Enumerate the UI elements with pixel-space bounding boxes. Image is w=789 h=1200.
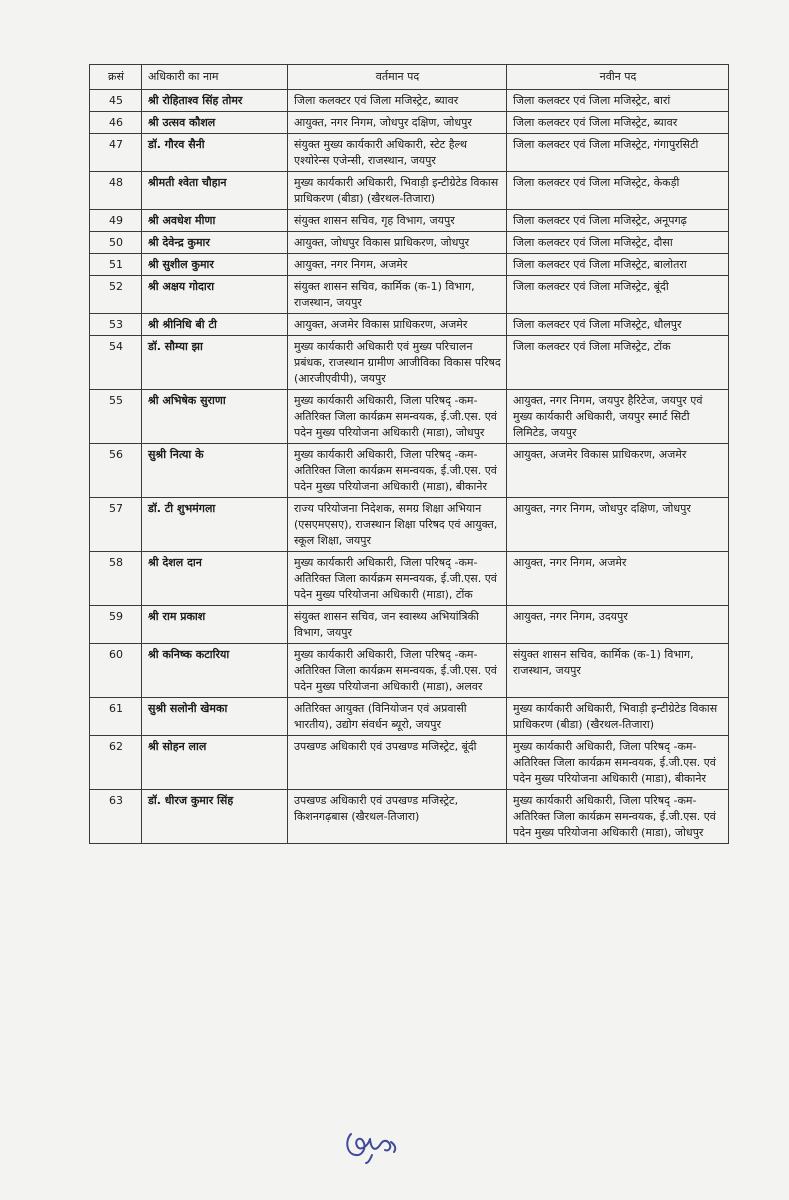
current-post-cell: संयुक्त मुख्य कार्यकारी अधिकारी, स्टेट हैल्थ एश्योरेन्स एजेन्सी, राजस्थान, जयपुर: [288, 134, 507, 172]
serial-cell: 46: [90, 112, 142, 134]
officer-name-cell: श्री अवधेश मीणा: [142, 210, 288, 232]
officer-name-cell: श्री देवेन्द्र कुमार: [142, 232, 288, 254]
officer-name-cell: सुश्री सलोनी खेमका: [142, 698, 288, 736]
new-post-cell: आयुक्त, नगर निगम, जोधपुर दक्षिण, जोधपुर: [507, 498, 729, 552]
serial-cell: 53: [90, 314, 142, 336]
current-post-cell: अतिरिक्त आयुक्त (विनियोजन एवं अप्रवासी भारतीय), उद्योग संवर्धन ब्यूरो, जयपुर: [288, 698, 507, 736]
new-post-cell: आयुक्त, नगर निगम, उदयपुर: [507, 606, 729, 644]
officer-name-cell: सुश्री नित्या के: [142, 444, 288, 498]
current-post-cell: आयुक्त, अजमेर विकास प्राधिकरण, अजमेर: [288, 314, 507, 336]
table-row: [90, 498, 729, 552]
new-post-cell: जिला कलक्टर एवं जिला मजिस्ट्रेट, धौलपुर: [507, 314, 729, 336]
officer-name-cell: श्री रोहिताश्व सिंह तोमर: [142, 90, 288, 112]
current-post-cell: उपखण्ड अधिकारी एवं उपखण्ड मजिस्ट्रेट, किशनगढ़बास (खैरथल-तिजारा): [288, 790, 507, 844]
current-post-cell: आयुक्त, जोधपुर विकास प्राधिकरण, जोधपुर: [288, 232, 507, 254]
new-post-cell: आयुक्त, नगर निगम, जयपुर हैरिटेज, जयपुर एवं मुख्य कार्यकारी अधिकारी, जयपुर स्मार्ट सिटी लिमिटेड, जयपुर: [507, 390, 729, 444]
current-post-cell: आयुक्त, नगर निगम, अजमेर: [288, 254, 507, 276]
serial-cell: 54: [90, 336, 142, 390]
table-row: [90, 112, 729, 134]
serial-cell: 56: [90, 444, 142, 498]
current-post-cell: आयुक्त, नगर निगम, जोधपुर दक्षिण, जोधपुर: [288, 112, 507, 134]
table-row: [90, 172, 729, 210]
current-post-cell: मुख्य कार्यकारी अधिकारी, जिला परिषद् -कम- अतिरिक्त जिला कार्यक्रम समन्वयक, ई.जी.एस. एवं पदेन मुख्य परियोजना अधिकारी (माडा), टोंक: [288, 552, 507, 606]
current-post-cell: मुख्य कार्यकारी अधिकारी, जिला परिषद् -कम- अतिरिक्त जिला कार्यक्रम समन्वयक, ई.जी.एस. एवं पदेन मुख्य परियोजना अधिकारी (माडा), अलवर: [288, 644, 507, 698]
new-post-cell: मुख्य कार्यकारी अधिकारी, जिला परिषद् -कम- अतिरिक्त जिला कार्यक्रम समन्वयक, ई.जी.एस. एवं पदेन मुख्य परियोजना अधिकारी (माडा), जोधपुर: [507, 790, 729, 844]
officer-name-cell: डॉ. धीरज कुमार सिंह: [142, 790, 288, 844]
officer-name-cell: श्री कनिष्क कटारिया: [142, 644, 288, 698]
officer-name-cell: श्री अभिषेक सुराणा: [142, 390, 288, 444]
header-officer-name: अधिकारी का नाम: [142, 65, 288, 90]
current-post-cell: उपखण्ड अधिकारी एवं उपखण्ड मजिस्ट्रेट, बूंदी: [288, 736, 507, 790]
officer-name-cell: श्री राम प्रकाश: [142, 606, 288, 644]
table-row: [90, 232, 729, 254]
serial-cell: 45: [90, 90, 142, 112]
new-post-cell: जिला कलक्टर एवं जिला मजिस्ट्रेट, अनूपगढ़: [507, 210, 729, 232]
new-post-cell: जिला कलक्टर एवं जिला मजिस्ट्रेट, टोंक: [507, 336, 729, 390]
officer-name-cell: डॉ. टी शुभमंगला: [142, 498, 288, 552]
table-row: [90, 444, 729, 498]
new-post-cell: संयुक्त शासन सचिव, कार्मिक (क-1) विभाग, राजस्थान, जयपुर: [507, 644, 729, 698]
current-post-cell: मुख्य कार्यकारी अधिकारी, जिला परिषद् -कम- अतिरिक्त जिला कार्यक्रम समन्वयक, ई.जी.एस. एवं पदेन मुख्य परियोजना अधिकारी (माडा), जोधपुर: [288, 390, 507, 444]
new-post-cell: जिला कलक्टर एवं जिला मजिस्ट्रेट, गंगापुरसिटी: [507, 134, 729, 172]
current-post-cell: संयुक्त शासन सचिव, कार्मिक (क-1) विभाग, राजस्थान, जयपुर: [288, 276, 507, 314]
table-row: [90, 336, 729, 390]
table-row: [90, 90, 729, 112]
table-row: [90, 390, 729, 444]
header-new-post: नवीन पद: [507, 65, 729, 90]
header-current-post: वर्तमान पद: [288, 65, 507, 90]
serial-cell: 57: [90, 498, 142, 552]
current-post-cell: संयुक्त शासन सचिव, जन स्वास्थ्य अभियांत्रिकी विभाग, जयपुर: [288, 606, 507, 644]
serial-cell: 62: [90, 736, 142, 790]
serial-cell: 63: [90, 790, 142, 844]
table-row: [90, 210, 729, 232]
new-post-cell: जिला कलक्टर एवं जिला मजिस्ट्रेट, दौसा: [507, 232, 729, 254]
new-post-cell: आयुक्त, नगर निगम, अजमेर: [507, 552, 729, 606]
officer-name-cell: श्री सोहन लाल: [142, 736, 288, 790]
serial-cell: 52: [90, 276, 142, 314]
current-post-cell: संयुक्त शासन सचिव, गृह विभाग, जयपुर: [288, 210, 507, 232]
serial-cell: 51: [90, 254, 142, 276]
table-row: [90, 790, 729, 844]
serial-cell: 49: [90, 210, 142, 232]
new-post-cell: जिला कलक्टर एवं जिला मजिस्ट्रेट, ब्यावर: [507, 112, 729, 134]
current-post-cell: राज्य परियोजना निदेशक, समग्र शिक्षा अभियान (एसएमएसए), राजस्थान शिक्षा परिषद एवं आयुक्त, स्कूल शिक्षा, जयपुर: [288, 498, 507, 552]
serial-cell: 47: [90, 134, 142, 172]
new-post-cell: मुख्य कार्यकारी अधिकारी, जिला परिषद् -कम- अतिरिक्त जिला कार्यक्रम समन्वयक, ई.जी.एस. एवं पदेन मुख्य परियोजना अधिकारी (माडा), बीकानेर: [507, 736, 729, 790]
table-row: [90, 606, 729, 644]
handwritten-signature: [342, 1122, 402, 1166]
new-post-cell: मुख्य कार्यकारी अधिकारी, भिवाड़ी इन्टीग्रेटेड विकास प्राधिकरण (बीडा) (खैरथल-तिजारा): [507, 698, 729, 736]
table-header-row: [90, 65, 729, 90]
serial-cell: 50: [90, 232, 142, 254]
signature-stroke: [347, 1134, 395, 1163]
header-serial: क्रसं: [90, 65, 142, 90]
serial-cell: 58: [90, 552, 142, 606]
table-row: [90, 314, 729, 336]
officer-name-cell: श्री अक्षय गोदारा: [142, 276, 288, 314]
serial-cell: 55: [90, 390, 142, 444]
new-post-cell: जिला कलक्टर एवं जिला मजिस्ट्रेट, बालोतरा: [507, 254, 729, 276]
table-row: [90, 552, 729, 606]
officer-name-cell: डॉ. गौरव सैनी: [142, 134, 288, 172]
serial-cell: 61: [90, 698, 142, 736]
serial-cell: 59: [90, 606, 142, 644]
officer-name-cell: श्री सुशील कुमार: [142, 254, 288, 276]
table-row: [90, 276, 729, 314]
new-post-cell: जिला कलक्टर एवं जिला मजिस्ट्रेट, केकड़ी: [507, 172, 729, 210]
current-post-cell: मुख्य कार्यकारी अधिकारी एवं मुख्य परिचालन प्रबंधक, राजस्थान ग्रामीण आजीविका विकास परिषद (आरजीएवीपी), जयपुर: [288, 336, 507, 390]
transfer-table: [89, 64, 729, 844]
table-row: [90, 736, 729, 790]
serial-cell: 48: [90, 172, 142, 210]
table-row: [90, 644, 729, 698]
table-row: [90, 134, 729, 172]
officer-name-cell: श्री देशल दान: [142, 552, 288, 606]
table-row: [90, 698, 729, 736]
current-post-cell: मुख्य कार्यकारी अधिकारी, भिवाड़ी इन्टीग्रेटेड विकास प्राधिकरण (बीडा) (खैरथल-तिजारा): [288, 172, 507, 210]
officer-name-cell: डॉ. सौम्या झा: [142, 336, 288, 390]
new-post-cell: आयुक्त, अजमेर विकास प्राधिकरण, अजमेर: [507, 444, 729, 498]
new-post-cell: जिला कलक्टर एवं जिला मजिस्ट्रेट, बारां: [507, 90, 729, 112]
current-post-cell: जिला कलक्टर एवं जिला मजिस्ट्रेट, ब्यावर: [288, 90, 507, 112]
table-row: [90, 254, 729, 276]
officer-name-cell: श्री श्रीनिधि बी टी: [142, 314, 288, 336]
new-post-cell: जिला कलक्टर एवं जिला मजिस्ट्रेट, बूंदी: [507, 276, 729, 314]
officer-name-cell: श्री उत्सव कौशल: [142, 112, 288, 134]
officer-name-cell: श्रीमती श्वेता चौहान: [142, 172, 288, 210]
current-post-cell: मुख्य कार्यकारी अधिकारी, जिला परिषद् -कम- अतिरिक्त जिला कार्यक्रम समन्वयक, ई.जी.एस. एवं पदेन मुख्य परियोजना अधिकारी (माडा), बीकानेर: [288, 444, 507, 498]
serial-cell: 60: [90, 644, 142, 698]
